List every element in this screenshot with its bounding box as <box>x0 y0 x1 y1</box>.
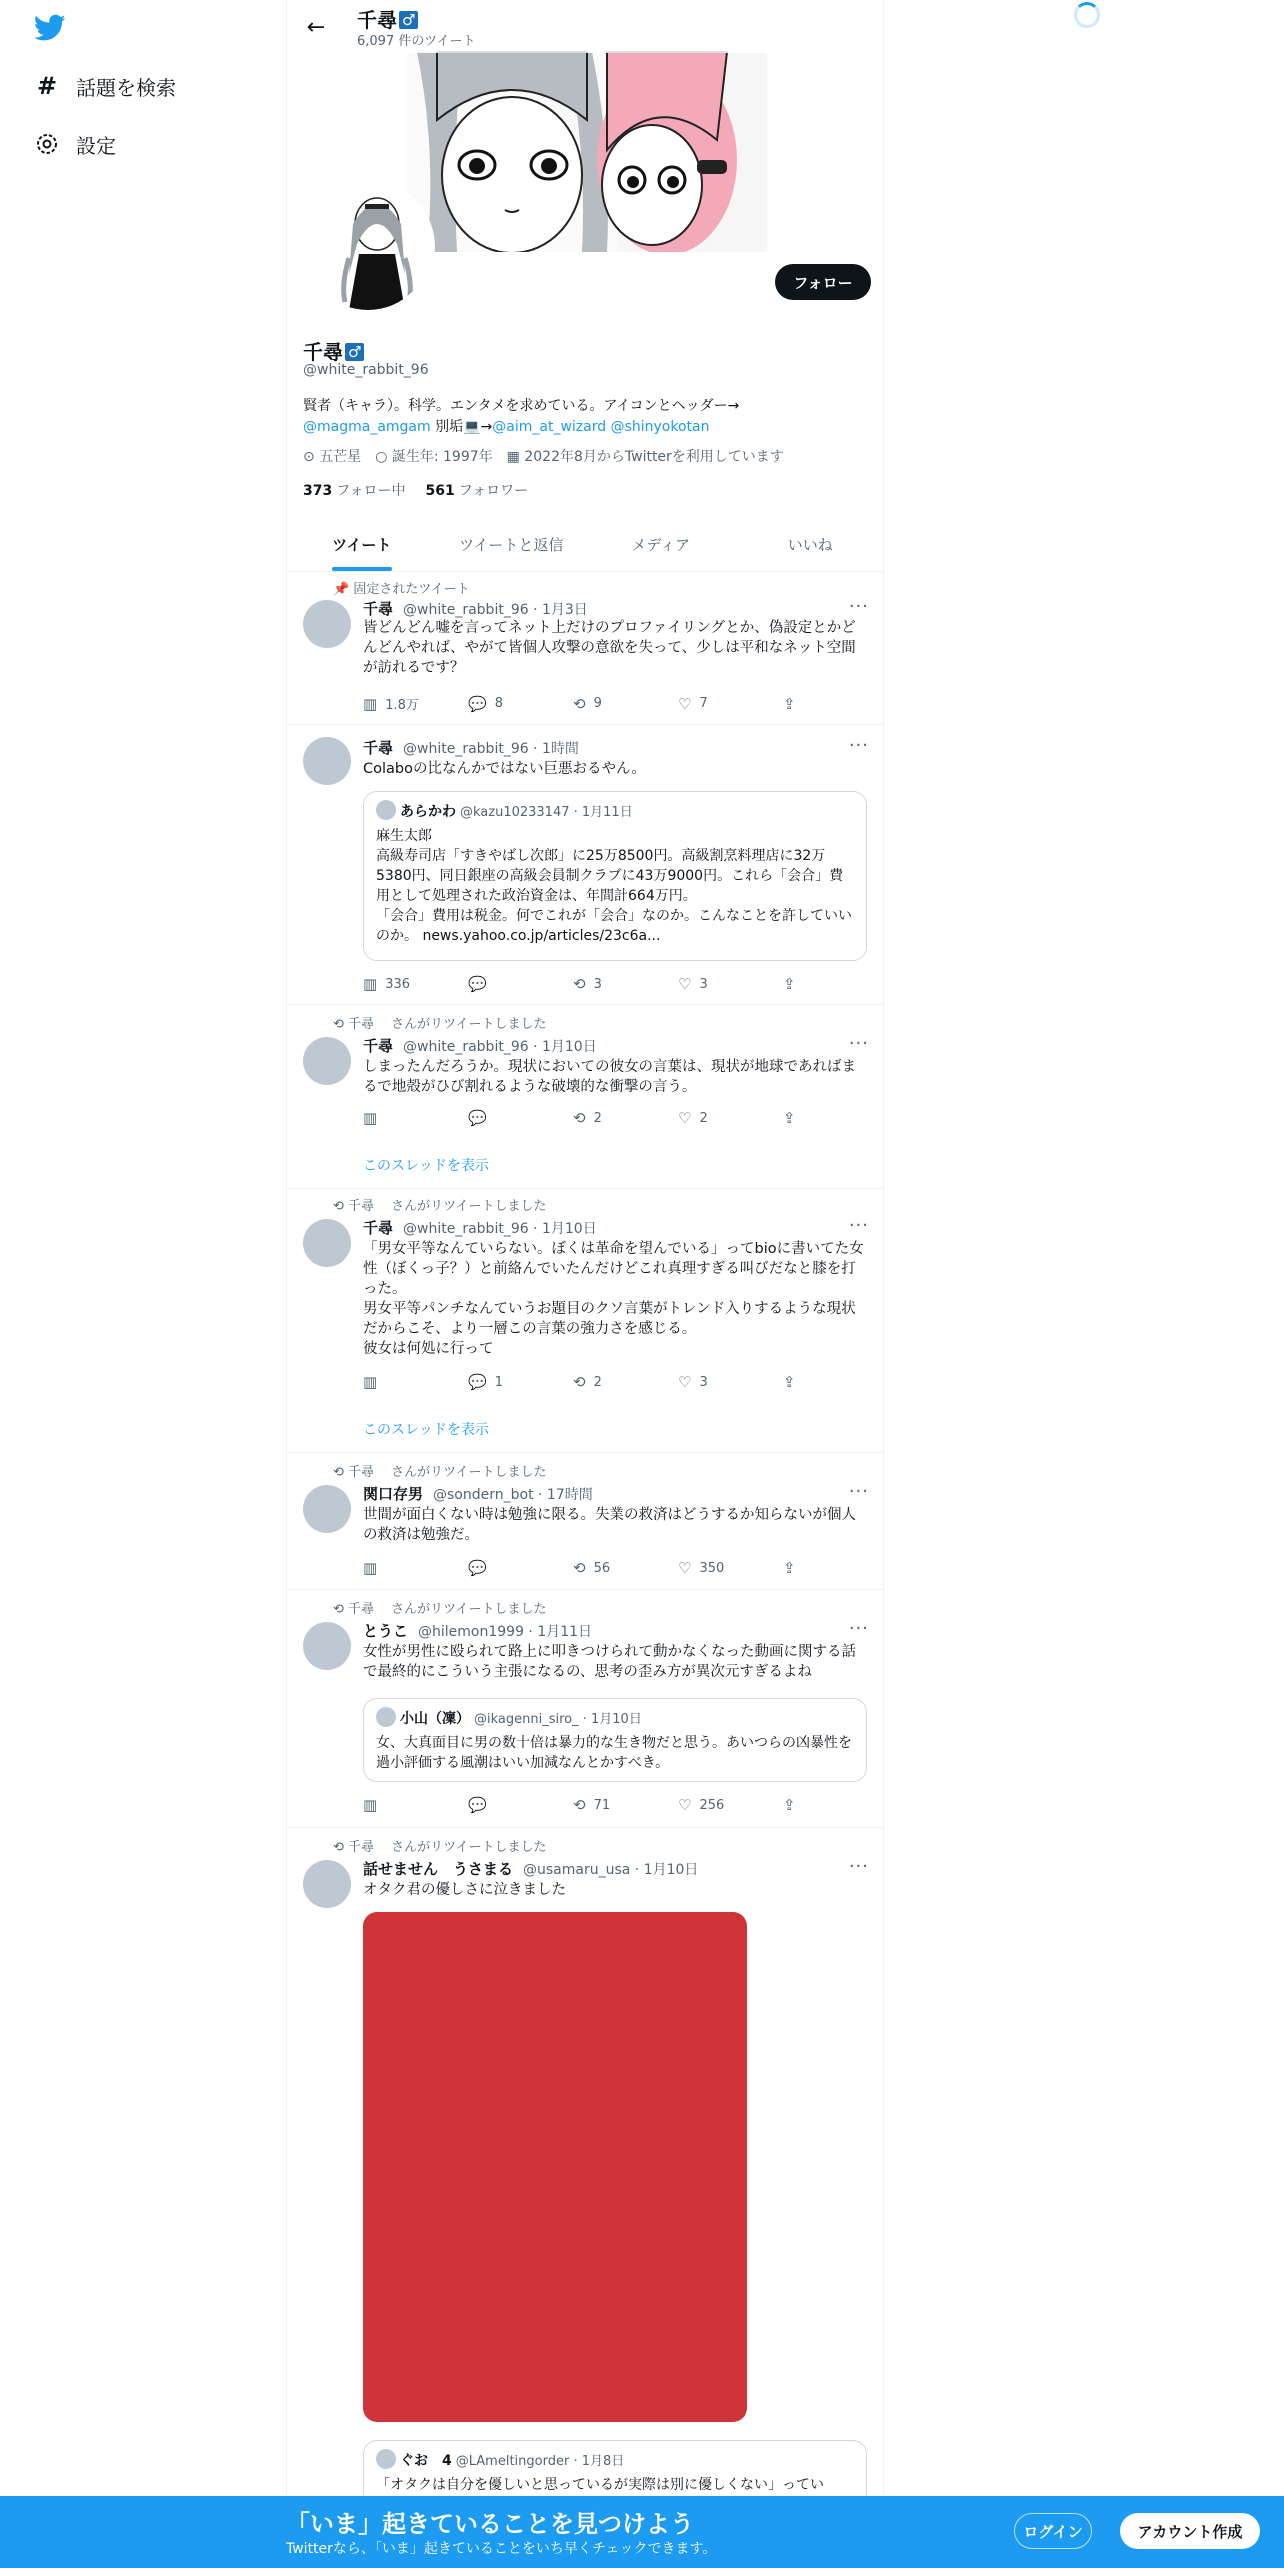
retweet-small-icon: ⟲ <box>333 1199 344 1214</box>
author-name[interactable]: 千尋 <box>363 1037 394 1055</box>
tweet-count: 6,097 件のツイート <box>357 34 476 49</box>
retweet-label <box>333 1598 547 1617</box>
retweet-small-icon: ⟲ <box>333 1840 344 1855</box>
tweet-text: 女性が男性に殴られて路上に叩きつけられて動かなくなった動画に関する話で最終的にこういう主張になるの、思考の歪み方が異次元すぎるよね <box>363 1644 856 1680</box>
tab-tweets[interactable]: ツイート <box>287 518 437 571</box>
reply-button[interactable] <box>468 1373 538 1391</box>
tweet[interactable] <box>287 1189 884 1453</box>
retweet-icon: ⟲ <box>573 1109 586 1127</box>
tweet-header <box>363 1217 597 1238</box>
share-button[interactable] <box>783 1109 803 1127</box>
avatar[interactable] <box>303 600 351 648</box>
banner-title: 「いま」起きていることを見つけよう <box>286 2510 694 2538</box>
gear-icon <box>34 131 60 157</box>
tweet[interactable] <box>287 1453 884 1590</box>
tweet-actions <box>363 1796 803 1814</box>
share-button[interactable] <box>783 694 803 713</box>
location-icon: ⊙ <box>303 449 315 465</box>
quote-text: 女、大真面目に男の数十倍は暴力的な生き物だと思う。あいつらの凶暴性を過小評価する風潮はいい加減なんとかすべき。 <box>376 1735 852 1771</box>
loading-spinner-icon <box>1074 2 1100 28</box>
views-icon: ▥ <box>363 975 378 993</box>
author-meta: @sondern_bot · 17時間 <box>433 1487 593 1503</box>
retweet-button[interactable] <box>573 1559 643 1577</box>
location <box>303 446 361 466</box>
views-icon: ▥ <box>363 1559 378 1577</box>
author-name[interactable]: 千尋 <box>363 739 394 757</box>
tweet-header <box>363 1858 698 1879</box>
share-icon: ⇪ <box>783 1373 796 1391</box>
more-icon[interactable]: ··· <box>848 1618 869 1639</box>
retweet-label-text: 千尋 さんがリツイートしました <box>348 1465 547 1480</box>
author-meta: @white_rabbit_96 · 1月10日 <box>403 1039 597 1055</box>
heart-icon: ♡ <box>678 1796 692 1814</box>
like-count: 2 <box>699 1110 708 1126</box>
retweet-label-text: 千尋 さんがリツイートしました <box>348 1602 547 1617</box>
profile-bio <box>303 396 863 438</box>
follow-button[interactable]: フォロー <box>775 264 871 300</box>
nav-explore-label: 話題を検索 <box>76 75 176 100</box>
share-icon: ⇪ <box>783 1109 796 1127</box>
followers-label: フォロワー <box>458 483 529 499</box>
avatar[interactable] <box>303 737 351 785</box>
share-button[interactable] <box>783 1559 803 1577</box>
quote-text: 麻生太郎 高級寿司店「すきやばし次郎」に25万8500円。高級割烹料理店に32万5380円、同日銀座の高級会員制クラブに43万9000円。これら「会合」費用として処理された政治資金は、年間計664万円。 「会合」費用は税金。何でこれが「会合」なのか。こんなことを許していいのか。 news.yahoo.co.jp/articles/23c6a... <box>376 828 852 944</box>
profile-name <box>303 336 364 365</box>
quote-avatar <box>376 1707 396 1727</box>
tweet[interactable] <box>287 572 884 725</box>
like-button[interactable] <box>678 1373 748 1391</box>
left-nav <box>0 0 286 2568</box>
quote-meta: @LAmeltingorder · 1月8日 <box>455 2454 625 2469</box>
quote-meta: @kazu10233147 · 1月11日 <box>460 805 633 820</box>
pin-icon: 📌 <box>333 582 350 597</box>
pinned-label <box>333 578 470 597</box>
retweet-icon: ⟲ <box>573 1796 586 1814</box>
share-icon: ⇪ <box>783 975 796 993</box>
joined <box>507 446 784 466</box>
avatar[interactable] <box>303 1219 351 1267</box>
more-icon[interactable]: ··· <box>848 735 869 756</box>
like-button[interactable] <box>678 975 748 993</box>
reply-icon: 💬 <box>468 694 487 713</box>
birthday <box>375 446 492 466</box>
signup-button[interactable]: アカウント作成 <box>1120 2513 1260 2549</box>
tweet-actions <box>363 1559 803 1577</box>
quote-header <box>376 1707 642 1728</box>
profile-gender-badge: ♂ <box>345 343 364 361</box>
author-meta: @white_rabbit_96 · 1月3日 <box>403 602 588 618</box>
nav-settings[interactable] <box>34 124 116 164</box>
reply-icon: 💬 <box>468 1109 487 1127</box>
retweet-label <box>333 1013 547 1032</box>
author-meta: @hilemon1999 · 1月11日 <box>418 1624 593 1640</box>
bio-link-aim[interactable]: @aim_at_wizard <box>492 419 607 435</box>
like-count: 3 <box>699 1374 708 1390</box>
tweet-header <box>363 1035 597 1056</box>
tweet[interactable] <box>287 725 884 1005</box>
reply-icon: 💬 <box>468 1559 487 1577</box>
retweet-label-text: 千尋 さんがリツイートしました <box>348 1017 547 1032</box>
tweet-text: 皆どんどん嘘を言ってネット上だけのプロファイリングとか、偽設定とかどんどんやれば、やがて皆個人攻撃の意欲を失って、少しは平和なネット空間が訪れるです？ <box>363 620 856 676</box>
retweet-small-icon: ⟲ <box>333 1017 344 1032</box>
quoted-tweet[interactable] <box>363 791 867 961</box>
share-button[interactable] <box>783 975 803 993</box>
signup-banner <box>0 2496 1284 2568</box>
more-icon[interactable]: ··· <box>848 1856 869 1877</box>
retweet-count: 2 <box>593 1110 602 1126</box>
heart-icon: ♡ <box>678 1109 692 1127</box>
retweet-label <box>333 1195 547 1214</box>
bio-text-alt: 別垢💻→ <box>430 419 493 435</box>
avatar[interactable] <box>303 1485 351 1533</box>
login-button[interactable]: ログイン <box>1014 2513 1092 2549</box>
retweet-icon: ⟲ <box>573 975 586 993</box>
author-name[interactable]: 話せません うさまる <box>363 1860 514 1878</box>
heart-icon: ♡ <box>678 1373 692 1391</box>
reply-count: 1 <box>494 1374 503 1390</box>
views-count: 1.8万 <box>385 698 419 713</box>
like-button[interactable] <box>678 1109 748 1127</box>
tweet-header <box>363 737 579 758</box>
reply-button[interactable] <box>468 1109 538 1127</box>
like-count: 350 <box>699 1560 725 1576</box>
retweet-count: 2 <box>593 1374 602 1390</box>
calendar-icon: ▦ <box>506 449 520 465</box>
hashtag-icon: # <box>36 72 58 100</box>
show-thread-link[interactable]: このスレッドを表示 <box>363 1422 489 1438</box>
retweet-small-icon: ⟲ <box>333 1602 344 1617</box>
balloon-icon: ○ <box>375 449 388 465</box>
tweet[interactable] <box>287 1005 884 1189</box>
quote-author: ぐお 4 <box>400 2453 452 2469</box>
views-button[interactable] <box>363 975 433 993</box>
header-name-text: 千尋 <box>357 8 397 32</box>
like-button[interactable] <box>678 1559 748 1577</box>
nav-settings-label: 設定 <box>76 133 116 158</box>
tweet-header <box>363 1483 593 1504</box>
quote-header <box>376 2449 624 2470</box>
retweet-small-icon: ⟲ <box>333 1465 344 1480</box>
tweet-text: オタク君の優しさに泣きました <box>363 1882 566 1898</box>
bio-text: 賢者（キャラ）。科学。エンタメを求めている。アイコンとヘッダー→ <box>303 398 740 414</box>
retweet-label <box>333 1461 547 1480</box>
share-button[interactable] <box>783 1796 803 1814</box>
profile-name-text: 千尋 <box>303 340 343 364</box>
quote-text: 「オタクは自分を優しいと思っているが実際は別に優しくない」ってい <box>376 2477 824 2493</box>
profile-handle: @white_rabbit_96 <box>303 362 429 378</box>
follow-stats <box>303 480 528 500</box>
bio-link-magma[interactable]: @magma_amgam <box>303 419 431 435</box>
views-icon: ▥ <box>363 1796 378 1814</box>
profile-header <box>287 0 884 53</box>
views-icon: ▥ <box>363 1109 378 1127</box>
followers-link[interactable] <box>426 480 529 500</box>
reply-button[interactable] <box>468 694 538 713</box>
author-meta: @usamaru_usa · 1月10日 <box>523 1862 699 1878</box>
pinned-text: 固定されたツイート <box>353 582 470 597</box>
retweet-count: 71 <box>593 1797 611 1813</box>
author-name[interactable]: 千尋 <box>363 1219 394 1237</box>
more-icon[interactable]: ··· <box>848 1215 869 1236</box>
avatar[interactable] <box>303 1860 351 1908</box>
retweet-count: 9 <box>593 696 602 711</box>
quote-author: 小山（凜） <box>400 1711 470 1727</box>
views-button[interactable] <box>363 1373 433 1391</box>
tab-likes[interactable]: いいね <box>787 536 833 554</box>
author-name[interactable]: とうこ <box>363 1622 409 1640</box>
following-count: 373 <box>303 483 333 499</box>
tweet-text: 世間が面白くない時は勉強に限る。失業の救済はどうするか知らないが個人の救済は勉強だ。 <box>363 1507 856 1543</box>
share-icon: ⇪ <box>783 1559 796 1577</box>
reply-icon: 💬 <box>468 1796 487 1814</box>
more-icon[interactable]: ··· <box>848 596 869 617</box>
retweet-icon: ⟲ <box>573 694 586 713</box>
retweet-icon: ⟲ <box>573 1559 586 1577</box>
tweet-actions <box>363 975 803 993</box>
profile-avatar[interactable] <box>301 180 435 314</box>
reply-icon: 💬 <box>468 975 487 993</box>
retweet-icon: ⟲ <box>573 1373 586 1391</box>
avatar[interactable] <box>303 1622 351 1670</box>
share-button[interactable] <box>783 1373 803 1391</box>
quote-meta: @ikagenni_siro_ · 1月10日 <box>474 1712 642 1727</box>
views-button[interactable] <box>363 1796 433 1814</box>
like-count: 7 <box>699 696 708 711</box>
reply-icon: 💬 <box>468 1373 487 1391</box>
following-link[interactable] <box>303 480 406 500</box>
share-icon: ⇪ <box>783 694 796 713</box>
tweet-actions <box>363 1109 803 1127</box>
views-button[interactable] <box>363 1109 433 1127</box>
twitter-bird-icon[interactable] <box>34 14 66 42</box>
views-icon: ▥ <box>363 694 378 713</box>
author-name[interactable]: 千尋 <box>363 600 394 618</box>
joined-text: 2022年8月からTwitterを利用しています <box>524 449 784 465</box>
like-count: 3 <box>699 976 708 992</box>
tweet-text: しまったんだろうか。現状においての彼女の言葉は、現状が地球であればまるで地殻がひび割れるような破壊的な衝撃の言う。 <box>363 1059 856 1095</box>
reply-button[interactable] <box>468 975 538 993</box>
reply-count: 8 <box>494 696 503 711</box>
avatar[interactable] <box>303 1037 351 1085</box>
tab-media[interactable]: メディア <box>631 536 691 554</box>
heart-icon: ♡ <box>678 975 692 993</box>
tweet-media-image[interactable] <box>363 1912 747 2422</box>
tweet[interactable] <box>287 1828 884 2568</box>
tab-tweets-replies[interactable]: ツイートと返信 <box>459 536 564 554</box>
reply-button[interactable] <box>468 1559 538 1577</box>
retweet-label-text: 千尋 さんがリツイートしました <box>348 1840 547 1855</box>
like-button[interactable] <box>678 694 748 713</box>
quoted-tweet[interactable] <box>363 1698 867 1782</box>
main-column <box>286 0 884 2568</box>
retweet-button[interactable] <box>573 1796 643 1814</box>
retweet-label <box>333 1836 547 1855</box>
quote-author: あらかわ <box>400 804 456 820</box>
followers-count: 561 <box>425 483 455 499</box>
views-count: 336 <box>385 976 411 992</box>
back-arrow-icon[interactable]: ← <box>306 14 326 40</box>
following-label: フォロー中 <box>336 483 406 499</box>
tweet-actions <box>363 694 803 713</box>
author-meta: @white_rabbit_96 · 1月10日 <box>403 1221 597 1237</box>
reply-button[interactable] <box>468 1796 538 1814</box>
retweet-button[interactable] <box>573 694 643 713</box>
quote-avatar <box>376 800 396 820</box>
like-button[interactable] <box>678 1796 748 1814</box>
birthday-text: 誕生年: 1997年 <box>391 449 493 465</box>
retweet-button[interactable] <box>573 1373 643 1391</box>
more-icon[interactable]: ··· <box>848 1481 869 1502</box>
views-icon: ▥ <box>363 1373 378 1391</box>
bio-link-shinyokotan[interactable]: @shinyokotan <box>610 419 710 435</box>
retweet-count: 3 <box>593 976 602 992</box>
share-icon: ⇪ <box>783 1796 796 1814</box>
views-button[interactable] <box>363 694 433 713</box>
tweet-text: 「男女平等なんていらない。ぼくは革命を望んでいる」ってbioに書いてた女性（ぼくっ子？）と前絡んでいたんだけどこれ真理すぎる叫びだなと膝を打った。 男女平等パンチなんていうお題目のクソ言葉がトレンド入りするような現状だからこそ、より一層この言葉の強力さを感じる。 彼女は何処に行って <box>363 1241 864 1357</box>
tweet-header <box>363 1620 592 1641</box>
banner-subtitle: Twitterなら、「いま」起きていることをいち早くチェックできます。 <box>286 2541 717 2557</box>
tweet[interactable] <box>287 1590 884 1828</box>
tweet-header <box>363 598 588 619</box>
gender-badge: ♂ <box>399 11 418 29</box>
retweet-label-text: 千尋 さんがリツイートしました <box>348 1199 547 1214</box>
quote-avatar <box>376 2449 396 2469</box>
show-thread-link[interactable]: このスレッドを表示 <box>363 1158 489 1174</box>
views-button[interactable] <box>363 1559 433 1577</box>
like-count: 256 <box>699 1797 725 1813</box>
profile-meta <box>303 446 784 466</box>
heart-icon: ♡ <box>678 1559 692 1577</box>
retweet-count: 56 <box>593 1560 611 1576</box>
more-icon[interactable]: ··· <box>848 1033 869 1054</box>
tweet-actions <box>363 1373 803 1391</box>
retweet-button[interactable] <box>573 975 643 993</box>
nav-explore[interactable] <box>34 66 176 106</box>
header-name <box>357 4 418 33</box>
author-name[interactable]: 関口存男 <box>363 1485 424 1503</box>
author-meta: @white_rabbit_96 · 1時間 <box>403 741 579 757</box>
quote-header <box>376 800 633 821</box>
profile-tabs <box>287 518 884 572</box>
heart-icon: ♡ <box>678 694 692 713</box>
location-text: 五芒星 <box>319 449 362 465</box>
retweet-button[interactable] <box>573 1109 643 1127</box>
tweet-text: Colaboの比なんかではない巨悪おるやん。 <box>363 761 646 777</box>
